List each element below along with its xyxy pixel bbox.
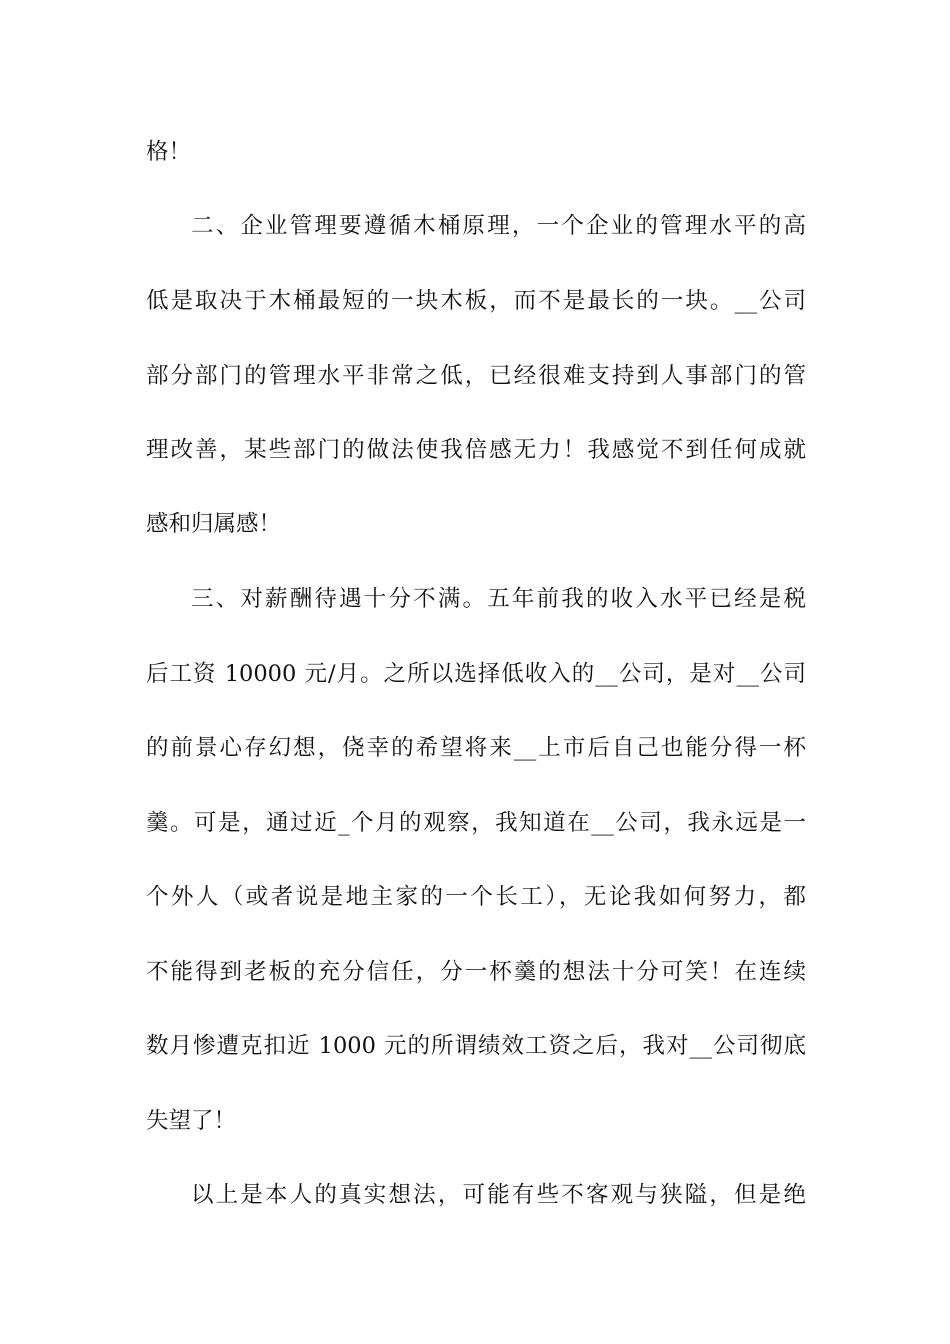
- text-line: 理改善，某些部门的做法使我倍感无力！我感觉不到任何成就: [146, 437, 806, 463]
- paragraph-start-line: 以上是本人的真实想法，可能有些不客观与狭隘，但是绝: [191, 1182, 806, 1208]
- text-line: 感和归属感！: [146, 511, 282, 537]
- text-line: 失望了！: [146, 1108, 237, 1134]
- text-line: 的前景心存幻想，侥幸的希望将来__上市后自己也能分得一杯: [146, 735, 806, 761]
- text-line: 后工资 10000 元/月。之所以选择低收入的__公司，是对__公司: [146, 661, 806, 687]
- text-line: 低是取决于木桶最短的一块木板，而不是最长的一块。__公司: [146, 288, 806, 314]
- text-line: 个外人（或者说是地主家的一个长工），无论我如何努力，都: [146, 884, 806, 910]
- text-line: 部分部门的管理水平非常之低，已经很难支持到人事部门的管: [146, 363, 806, 389]
- text-line: 格！: [146, 139, 192, 165]
- paragraph-start-line: 三、对薪酬待遇十分不满。五年前我的收入水平已经是税: [191, 586, 806, 612]
- text-line: 数月惨遭克扣近 1000 元的所谓绩效工资之后，我对__公司彻底: [146, 1033, 806, 1059]
- text-line: 羹。可是，通过近_个月的观察，我知道在__公司，我永远是一: [146, 810, 806, 836]
- paragraph-start-line: 二、企业管理要遵循木桶原理，一个企业的管理水平的高: [191, 213, 806, 239]
- text-line: 不能得到老板的充分信任，分一杯羹的想法十分可笑！在连续: [146, 959, 806, 985]
